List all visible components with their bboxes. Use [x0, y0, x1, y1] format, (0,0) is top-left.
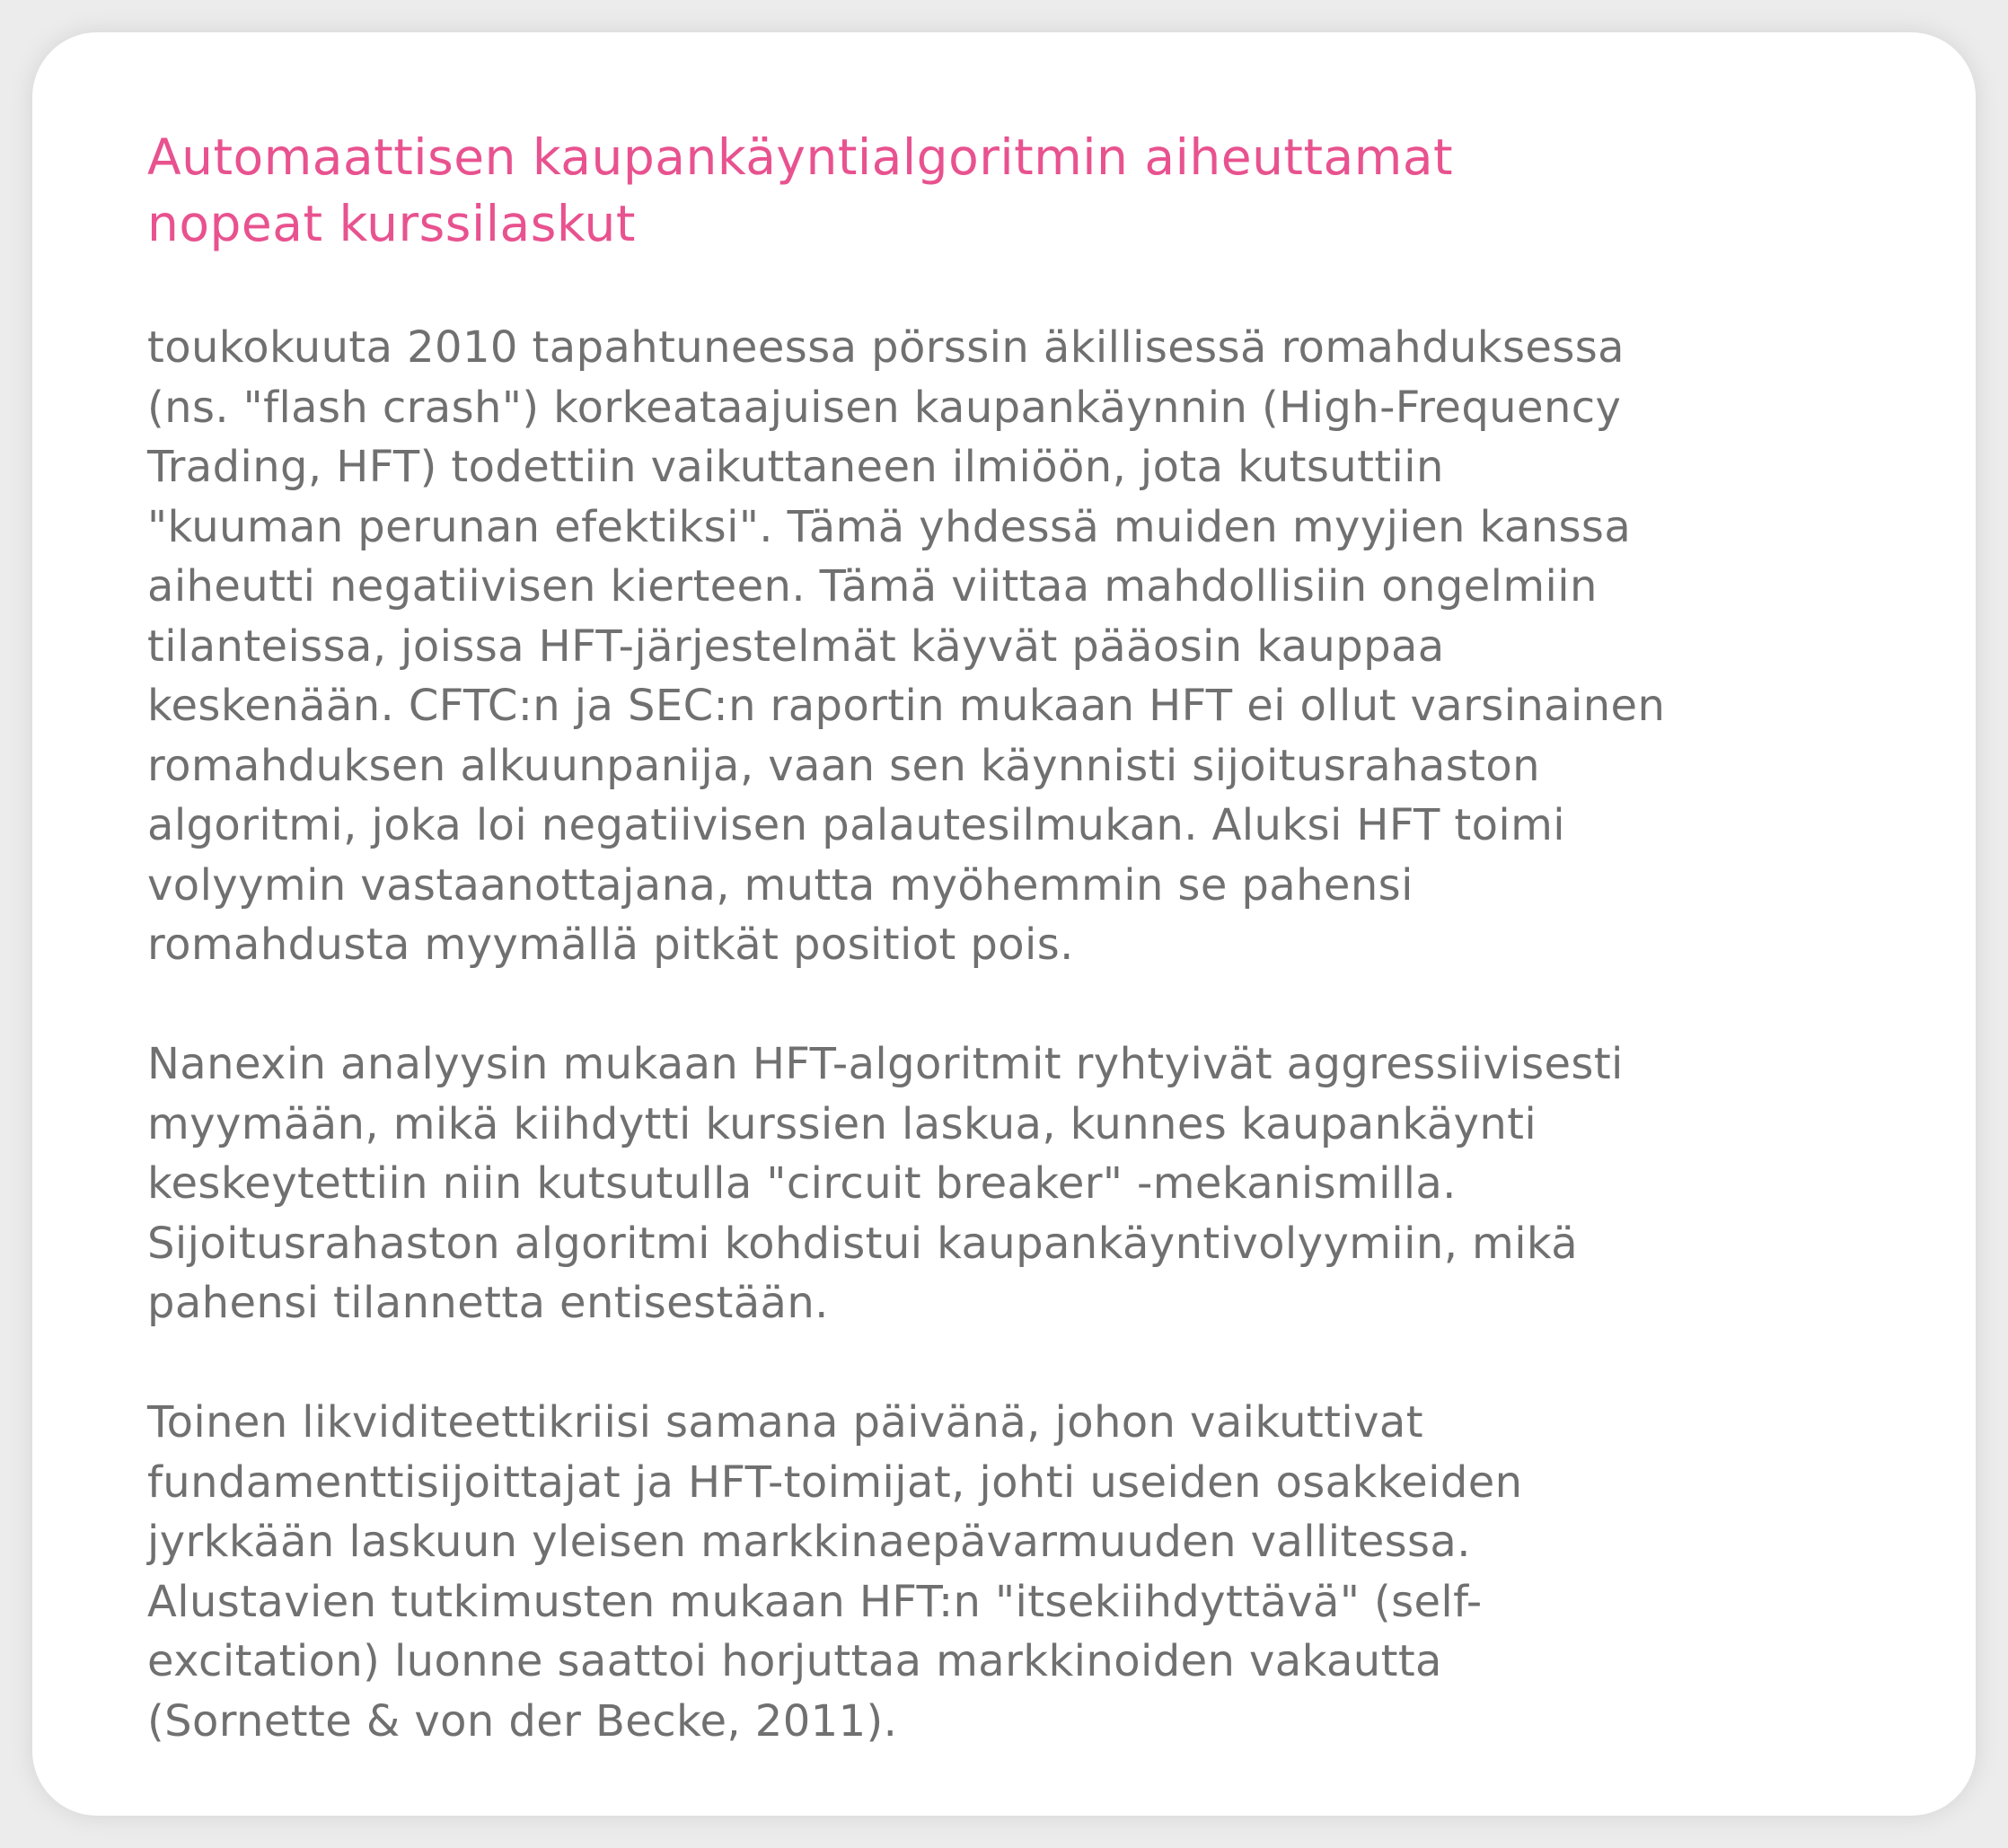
paragraph-nanex-analysis: Nanexin analyysin mukaan HFT-algoritmit ryhtyivät aggressiivisesti myymään, mikä kiihdytti kurssien laskua, kunnes kaupankäynti keskeytettiin niin kutsutulla "circuit breaker" -mekanismilla. Sijoitusrahaston algoritmi kohdistui kaupankäyntivolyymiin, mikä pahensi tilannetta entisestään. [147, 1039, 1624, 1328]
article-body [147, 318, 1868, 1751]
paragraph-liquidity-crisis: Toinen likviditeettikriisi samana päivänä, johon vaikuttivat fundamenttisijoittajat ja HFT-toimijat, johti useiden osakkeiden jyrkkään laskuun yleisen markkinaepävarmuuden vallitessa. Alustavien tutkimusten mukaan HFT:n "itsekiihdyttävä" (self- excitation) luonne saattoi horjuttaa markkinoiden vakautta (Sornette & von der Becke, 2011). [147, 1397, 1523, 1747]
paragraph-flash-crash: toukokuuta 2010 tapahtuneessa pörssin äkillisessä romahduksessa (ns. "flash crash") korkeataajuisen kaupankäynnin (High-Frequency Trading, HFT) todettiin vaikuttaneen ilmiöön, jota kutsuttiin "kuuman perunan efektiksi". Tämä yhdessä muiden myyjien kanssa aiheutti negatiivisen kierteen. Tämä viittaa mahdollisiin ongelmiin tilanteissa, joissa HFT-järjestelmät käyvät pääosin kauppaa keskenään. CFTC:n ja SEC:n raportin mukaan HFT ei ollut varsinainen romahduksen alkuunpanija, vaan sen käynnisti sijoitusrahaston algoritmi, joka loi negatiivisen palautesilmukan. Aluksi HFT toimi volyymin vastaanottajana, mutta myöhemmin se pahensi romahdusta myymällä pitkät positiot pois. [147, 322, 1666, 970]
page-title: Automaattisen kaupankäyntialgoritmin aiheuttamat nopeat kurssilaskut [147, 128, 1454, 252]
content-card [32, 32, 1976, 1816]
